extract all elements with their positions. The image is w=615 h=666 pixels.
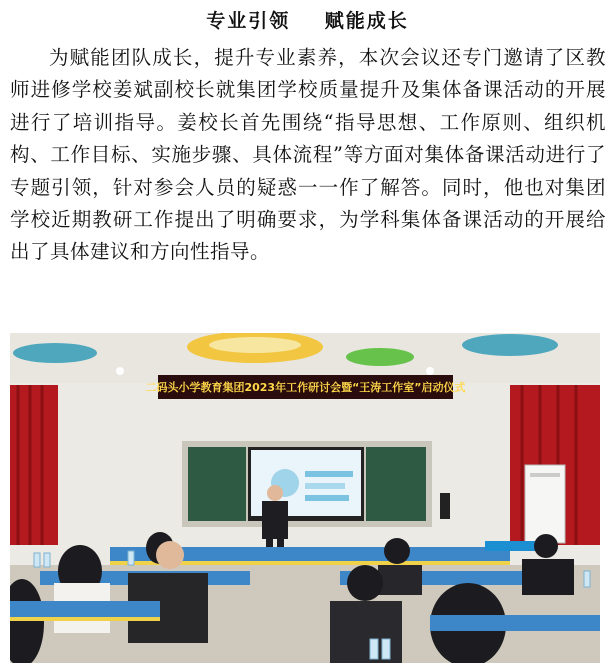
ceiling-lamp-blue-right <box>462 334 558 356</box>
wall-speaker <box>440 493 450 519</box>
speaker-person-head <box>267 485 283 501</box>
speaker-person-body <box>262 501 288 539</box>
desk-row-front <box>10 601 160 617</box>
meeting-photo <box>10 333 600 663</box>
banner-text: 二码头小学教育集团2023年工作研讨会暨“王涛工作室”启动仪式 <box>145 381 466 394</box>
article-paragraph: 为赋能团队成长，提升专业素养，本次会议还专门邀请了区教师进修学校姜斌副校长就集团学校质量提升及集体备课活动的开展进行了培训指导。姜校长首先围绕“指导思想、工作原则、组织机构、工作目标、实施步骤、具体流程”等方面对集体备课活动进行了专题引领，针对参会人员的疑惑一一作了解答。同时，他也对集团学校近期教研工作提出了明确要求，为学科集体备课活动的开展给出了具体建议和方向性指导。 <box>10 46 606 264</box>
article-heading: 专业引领 赋能成长 <box>206 10 409 32</box>
ceiling-lamp-green <box>346 348 414 366</box>
blackboard-right <box>366 447 426 521</box>
blackboard-left <box>188 447 246 521</box>
ceiling-lamp-blue-left <box>13 343 97 363</box>
